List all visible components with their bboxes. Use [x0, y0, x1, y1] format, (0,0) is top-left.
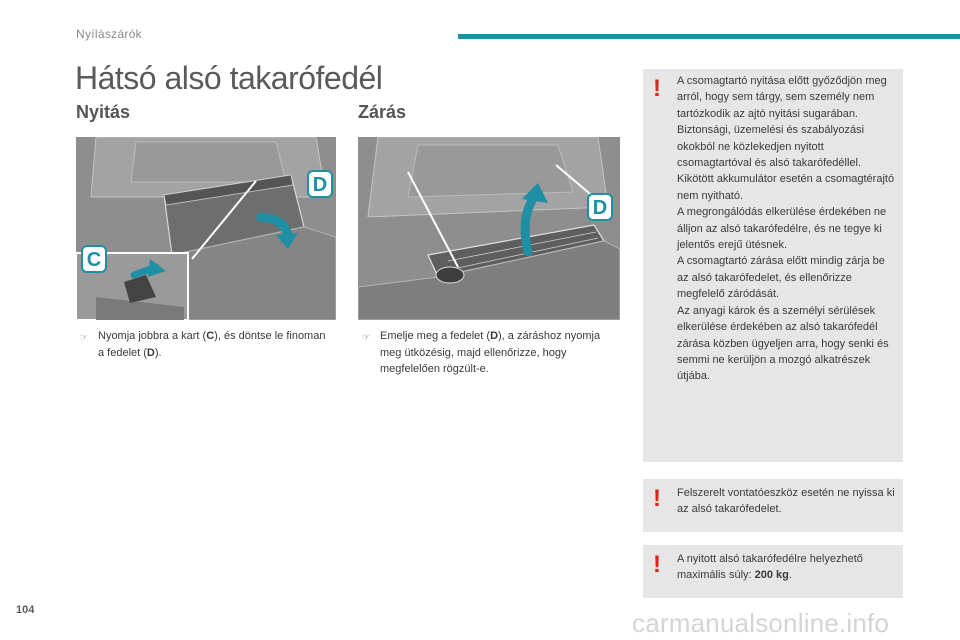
warning-paragraph: A csomagtartó zárása előtt mindig zárja be az alsó takarófedelet, és ellenőrizze megfelelő záródását.: [677, 255, 885, 301]
closing-step-text: Emelje meg a fedelet (D), a záráshoz nyomja meg ütközésig, majd ellenőrizze, hogy megfelelően rögzült-e.: [380, 330, 601, 375]
warning-box-towing: [643, 479, 903, 532]
watermark: carmanualsonline.info: [632, 608, 890, 638]
closing-illustration-drawing: [358, 137, 620, 320]
warning-exclamation-icon: !: [653, 75, 661, 102]
warning-box-max-load: [643, 545, 903, 598]
step-arrow-icon: ☞: [362, 332, 371, 342]
warning-towing-text: Felszerelt vontatóeszköz esetén ne nyissa ki az alsó takarófedelet.: [677, 487, 895, 516]
opening-label-d: D: [312, 174, 328, 196]
opening-illustration: [76, 137, 336, 320]
warning-exclamation-icon: !: [653, 551, 661, 578]
warning-paragraph: Biztonsági, üzemelési és szabályozási okokból ne közlekedjen nyitott csomagtartóval és alsó takarófedéllel.: [677, 124, 865, 170]
step-arrow-icon: ☞: [80, 332, 89, 342]
opening-heading: Nyitás: [76, 102, 131, 122]
opening-step: [80, 328, 330, 361]
warning-paragraph: Az anyagi károk és a személyi sérülések elkerülése érdekében az alsó takarófedél zárása közben ügyeljen arra, hogy senki és semmi ne kerüljön a mozgó alkatrészek útjába.: [677, 304, 889, 383]
warning-paragraph: A megrongálódás elkerülése érdekében ne álljon az alsó takarófedélre, és ne tegye ki jelentős erejű ütésnek.: [677, 206, 887, 252]
opening-step-text: Nyomja jobbra a kart (C), és döntse le finoman a fedelet (D).: [98, 330, 326, 359]
warning-paragraph: Kikötött akkumulátor esetén a csomagtérajtó nem nyitható.: [677, 173, 895, 202]
header-accent-bar: [458, 34, 960, 39]
warning-max-load-text: A nyitott alsó takarófedélre helyezhető maximális súly: 200 kg.: [677, 553, 863, 582]
closing-label-d: D: [592, 197, 608, 219]
closing-heading: Zárás: [358, 102, 407, 122]
warning-paragraph: A csomagtartó nyitása előtt győződjön meg arról, hogy sem tárgy, sem személy nem tartózkodik az ajtó nyitási sugarában.: [677, 75, 887, 120]
opening-label-c: C: [86, 249, 102, 271]
opening-illustration-drawing: [76, 137, 336, 320]
closing-illustration: [358, 137, 620, 320]
max-load-value: 200 kg: [754, 569, 789, 582]
page-number: 104: [16, 604, 35, 616]
warning-exclamation-icon: !: [653, 485, 661, 512]
warning-safety-text: [677, 73, 899, 385]
closing-step: [362, 328, 620, 378]
warning-box-safety: [643, 69, 903, 462]
page-title: Hátsó alsó takarófedél: [75, 60, 383, 96]
section-label: Nyílászárók: [76, 27, 142, 41]
